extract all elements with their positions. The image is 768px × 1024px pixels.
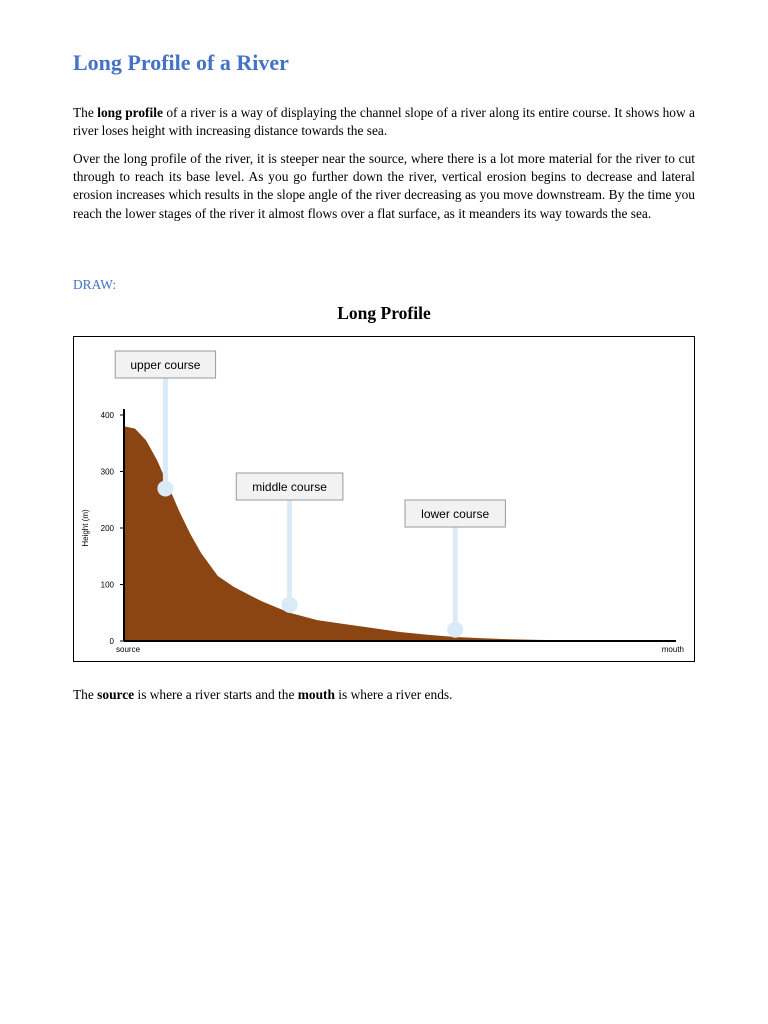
y-tick-label: 0: [109, 637, 114, 646]
text: is where a river ends.: [334, 687, 453, 703]
middle-course-marker: [282, 597, 298, 613]
lower-course-label: lower course: [421, 507, 490, 521]
caption-source-mouth: [73, 687, 452, 703]
y-tick-label: 200: [100, 524, 114, 533]
text: The: [73, 105, 98, 120]
x-label-mouth: mouth: [661, 645, 684, 654]
y-tick-label: 300: [100, 467, 114, 477]
middle-course-label: middle course: [252, 480, 327, 494]
text: is where a river starts and the: [134, 687, 298, 703]
long-profile-chart: [73, 336, 695, 662]
paragraph-erosion: Over the long profile of the river, it is steeper near the source, where there is a lot more material for the river to cut through to reach its base level. As you go further down the river, vertical erosion begins to decrease and lateral erosion increases which results in the slope angle of the river decreasing as you move downstream. By the time you reach the lower stages of the river it almost flows over a flat surface, as it meanders its way towards the sea.: [73, 151, 695, 221]
lower-course-marker: [447, 622, 463, 638]
text: of a river is a way of displaying the channel slope of a river along its entire course. It shows how a river loses height with increasing distance towards the sea.: [73, 105, 696, 139]
y-tick-label: 100: [100, 580, 114, 590]
chart-heading: Long Profile: [337, 303, 431, 323]
x-label-source: source: [116, 645, 141, 654]
text: The: [73, 687, 98, 703]
chart-svg: [74, 337, 694, 661]
river-profile-area: [124, 426, 676, 641]
bold-term: long profile: [97, 105, 163, 120]
bold-mouth: mouth: [297, 687, 335, 703]
paragraph-long-profile: [73, 104, 695, 140]
upper-course-marker: [157, 480, 173, 496]
y-axis-label: Height (m): [81, 509, 90, 547]
page-title: Long Profile of a River: [73, 50, 289, 75]
y-tick-label: 400: [100, 411, 114, 420]
upper-course-label: upper course: [130, 358, 201, 372]
draw-label: DRAW:: [73, 277, 117, 292]
bold-source: source: [97, 687, 135, 703]
